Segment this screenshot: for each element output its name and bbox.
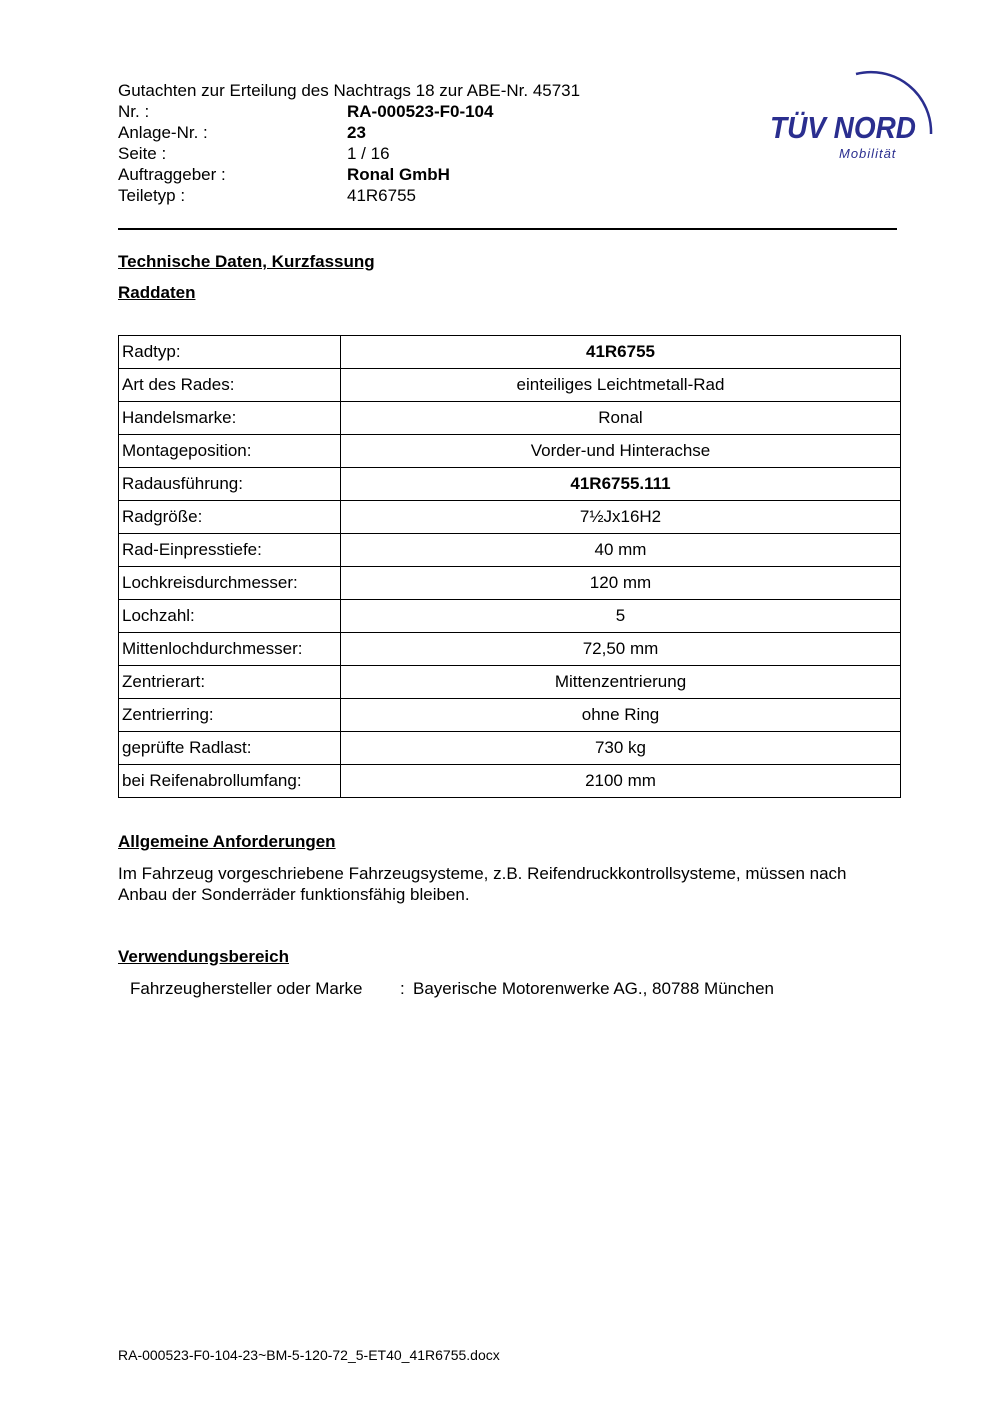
table-row: [119, 567, 901, 600]
table-value: Vorder-und Hinterachse: [341, 435, 901, 468]
table-row: [119, 402, 901, 435]
header-label: Nr. :: [118, 102, 150, 121]
table-value: Ronal: [341, 402, 901, 435]
tuv-nord-logo-graphic: [768, 60, 948, 170]
logo-brand: TÜV NORD: [770, 110, 916, 145]
table-row: [119, 666, 901, 699]
header-row-seite: [118, 143, 678, 164]
table-label: geprüfte Radlast:: [119, 732, 341, 765]
table-label: bei Reifenabrollumfang:: [119, 765, 341, 798]
document-title: Gutachten zur Erteilung des Nachtrags 18 zur ABE-Nr. 45731: [118, 81, 581, 100]
table-value: 41R6755: [341, 336, 901, 369]
table-value: Mittenzentrierung: [341, 666, 901, 699]
section-heading-usage: Verwendungsbereich: [118, 947, 289, 966]
table-row: [119, 600, 901, 633]
usage-label: Fahrzeughersteller oder Marke: [130, 979, 363, 998]
table-row: [119, 468, 901, 501]
usage-value: Bayerische Motorenwerke AG., 80788 München: [413, 979, 774, 998]
table-label: Art des Rades:: [119, 369, 341, 402]
document-header: [118, 80, 678, 206]
header-value: RA-000523-F0-104: [347, 102, 494, 121]
table-row: [119, 534, 901, 567]
table-row: [119, 336, 901, 369]
table-row: [119, 501, 901, 534]
table-label: Montageposition:: [119, 435, 341, 468]
table-value: 730 kg: [341, 732, 901, 765]
header-row-nr: [118, 101, 678, 122]
tuv-nord-logo: [768, 60, 948, 170]
table-value: einteiliges Leichtmetall-Rad: [341, 369, 901, 402]
table-row: [119, 699, 901, 732]
header-value: 1 / 16: [347, 144, 390, 163]
header-row-teiletyp: [118, 185, 678, 206]
section-heading-technical: Technische Daten, Kurzfassung: [118, 252, 375, 271]
table-label: Radgröße:: [119, 501, 341, 534]
header-row-auftraggeber: [118, 164, 678, 185]
section-heading-general: Allgemeine Anforderungen: [118, 832, 336, 851]
footer-filename: RA-000523-F0-104-23~BM-5-120-72_5-ET40_41R6755.docx: [118, 1347, 500, 1363]
table-value: 5: [341, 600, 901, 633]
header-value: Ronal GmbH: [347, 165, 450, 184]
table-row: [119, 435, 901, 468]
table-label: Radausführung:: [119, 468, 341, 501]
table-label: Lochkreisdurchmesser:: [119, 567, 341, 600]
header-label: Seite :: [118, 144, 167, 163]
table-value: 7½Jx16H2: [341, 501, 901, 534]
header-label: Anlage-Nr. :: [118, 123, 208, 142]
header-row-anlage: [118, 122, 678, 143]
table-row: [119, 633, 901, 666]
header-value: 23: [347, 123, 366, 142]
table-value: 40 mm: [341, 534, 901, 567]
table-value: 120 mm: [341, 567, 901, 600]
header-label: Auftraggeber :: [118, 165, 226, 184]
table-value: 41R6755.111: [341, 468, 901, 501]
table-value: 72,50 mm: [341, 633, 901, 666]
usage-separator: :: [400, 979, 405, 998]
table-label: Rad-Einpresstiefe:: [119, 534, 341, 567]
table-label: Lochzahl:: [119, 600, 341, 633]
logo-tagline: Mobilität: [839, 146, 897, 161]
header-value: 41R6755: [347, 186, 417, 205]
wheel-data-table: [118, 335, 901, 798]
table-value: 2100 mm: [341, 765, 901, 798]
general-requirements-text: Im Fahrzeug vorgeschriebene Fahrzeugsysteme, z.B. Reifendruckkontrollsysteme, müssen nach Anbau der Sonderräder funktionsfähig bleiben.: [118, 864, 847, 904]
table-label: Radtyp:: [119, 336, 341, 369]
table-row: [119, 732, 901, 765]
header-label: Teiletyp :: [118, 186, 186, 205]
header-divider: [118, 228, 897, 230]
table-value: ohne Ring: [341, 699, 901, 732]
table-label: Zentrierart:: [119, 666, 341, 699]
table-label: Zentrierring:: [119, 699, 341, 732]
usage-row: [130, 979, 774, 999]
table-label: Handelsmarke:: [119, 402, 341, 435]
section-heading-wheel-data: Raddaten: [118, 283, 196, 302]
table-label: Mittenlochdurchmesser:: [119, 633, 341, 666]
table-row: [119, 765, 901, 798]
table-row: [119, 369, 901, 402]
